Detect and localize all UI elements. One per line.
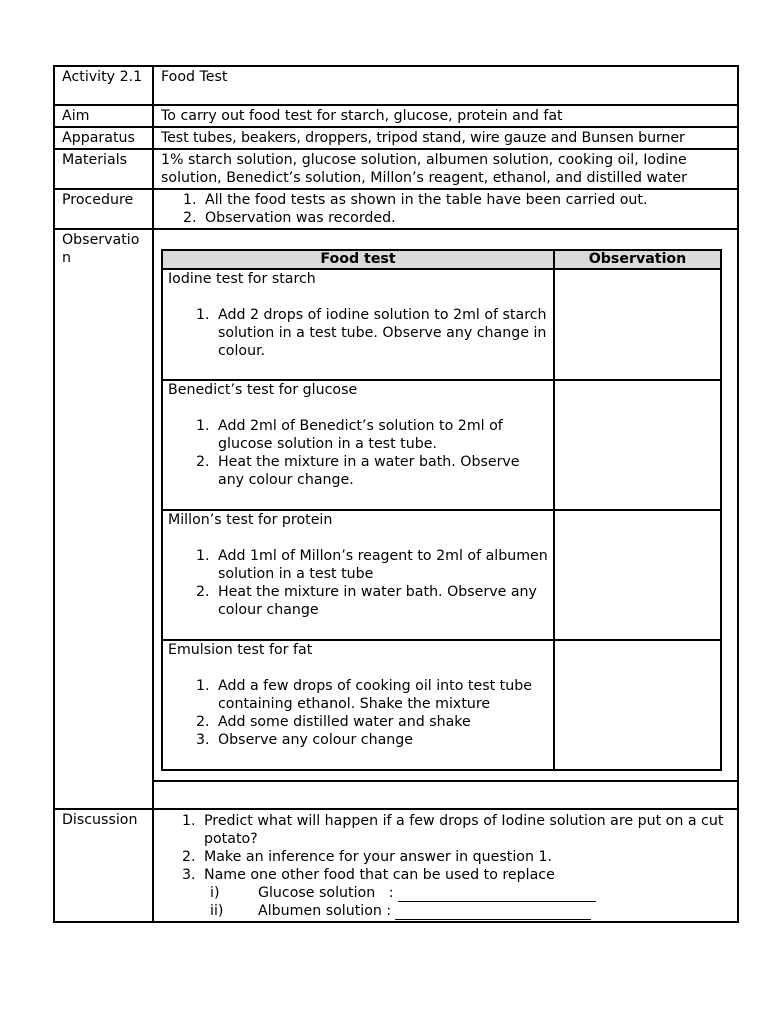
- item-numeral: ii): [210, 903, 224, 919]
- test-step: 2. Heat the mixture in water bath. Observe any colour change: [214, 583, 548, 619]
- discussion-question: 1. Predict what will happen if a few drops of Iodine solution are put on a cut potato?: [200, 812, 730, 848]
- replace-item: [210, 902, 730, 920]
- procedure-label: Procedure: [54, 189, 153, 229]
- test-steps: [168, 417, 548, 489]
- item-numeral: i): [210, 885, 220, 901]
- observation-answer-cell[interactable]: [554, 380, 721, 510]
- table-row: [162, 640, 721, 770]
- worksheet: [53, 65, 739, 918]
- apparatus-label: Apparatus: [54, 127, 153, 149]
- discussion-question: 2. Make an inference for your answer in question 1.: [200, 848, 730, 866]
- test-title: Millon’s test for protein: [168, 512, 333, 528]
- aim-label: Aim: [54, 105, 153, 127]
- test-title: Emulsion test for fat: [168, 642, 313, 658]
- table-row: [162, 510, 721, 640]
- activity-table: [53, 65, 739, 923]
- food-test-table: [161, 249, 722, 771]
- test-title: Iodine test for starch: [168, 271, 316, 287]
- procedure-cell: [153, 189, 738, 229]
- test-step: 3. Observe any colour change: [214, 731, 548, 749]
- food-test-cell: [162, 510, 554, 640]
- observation-answer-cell[interactable]: [554, 269, 721, 380]
- replace-item: [210, 884, 730, 902]
- table-row: [162, 269, 721, 380]
- observation-answer-cell[interactable]: [554, 640, 721, 770]
- discussion-questions: [161, 812, 730, 884]
- albumen-answer-blank[interactable]: [395, 902, 591, 920]
- activity-label: Activity 2.1: [54, 66, 153, 105]
- test-step: 2. Heat the mixture in a water bath. Observe any colour change.: [214, 453, 548, 489]
- food-test-cell: [162, 380, 554, 510]
- observation-header: Observation: [554, 250, 721, 269]
- item-text: Glucose solution :: [258, 885, 394, 901]
- test-steps: [168, 306, 548, 360]
- observation-answer-cell[interactable]: [554, 510, 721, 640]
- test-steps: [168, 677, 548, 749]
- test-step: 1. Add 1ml of Millon’s reagent to 2ml of albumen solution in a test tube: [214, 547, 548, 583]
- materials-label: Materials: [54, 149, 153, 189]
- discussion-label: Discussion: [54, 809, 153, 922]
- observation-divider: [154, 780, 737, 808]
- apparatus-value: Test tubes, beakers, droppers, tripod stand, wire gauze and Bunsen burner: [153, 127, 738, 149]
- procedure-step: 1. All the food tests as shown in the table have been carried out.: [201, 191, 730, 209]
- procedure-step: 2. Observation was recorded.: [201, 209, 730, 227]
- food-test-cell: [162, 640, 554, 770]
- test-step: 2. Add some distilled water and shake: [214, 713, 548, 731]
- discussion-question: 3. Name one other food that can be used to replace: [200, 866, 730, 884]
- aim-value: To carry out food test for starch, glucose, protein and fat: [153, 105, 738, 127]
- materials-value: 1% starch solution, glucose solution, albumen solution, cooking oil, Iodine solution, Benedict’s solution, Millon’s reagent, ethanol, and distilled water: [153, 149, 738, 189]
- food-test-cell: [162, 269, 554, 380]
- discussion-cell: [153, 809, 738, 922]
- observation-cell: [153, 229, 738, 809]
- test-title: Benedict’s test for glucose: [168, 382, 358, 398]
- glucose-answer-blank[interactable]: [398, 884, 596, 902]
- table-row: [162, 380, 721, 510]
- item-text: Albumen solution :: [258, 903, 392, 919]
- test-step: 1. Add 2 drops of iodine solution to 2ml of starch solution in a test tube. Observe any change in colour.: [214, 306, 548, 360]
- procedure-list: [161, 191, 730, 227]
- test-step: 1. Add 2ml of Benedict’s solution to 2ml of glucose solution in a test tube.: [214, 417, 548, 453]
- test-step: 1. Add a few drops of cooking oil into test tube containing ethanol. Shake the mixture: [214, 677, 548, 713]
- food-test-header: Food test: [162, 250, 554, 269]
- activity-title: Food Test: [153, 66, 738, 105]
- test-steps: [168, 547, 548, 619]
- observation-label: Observation: [54, 229, 153, 809]
